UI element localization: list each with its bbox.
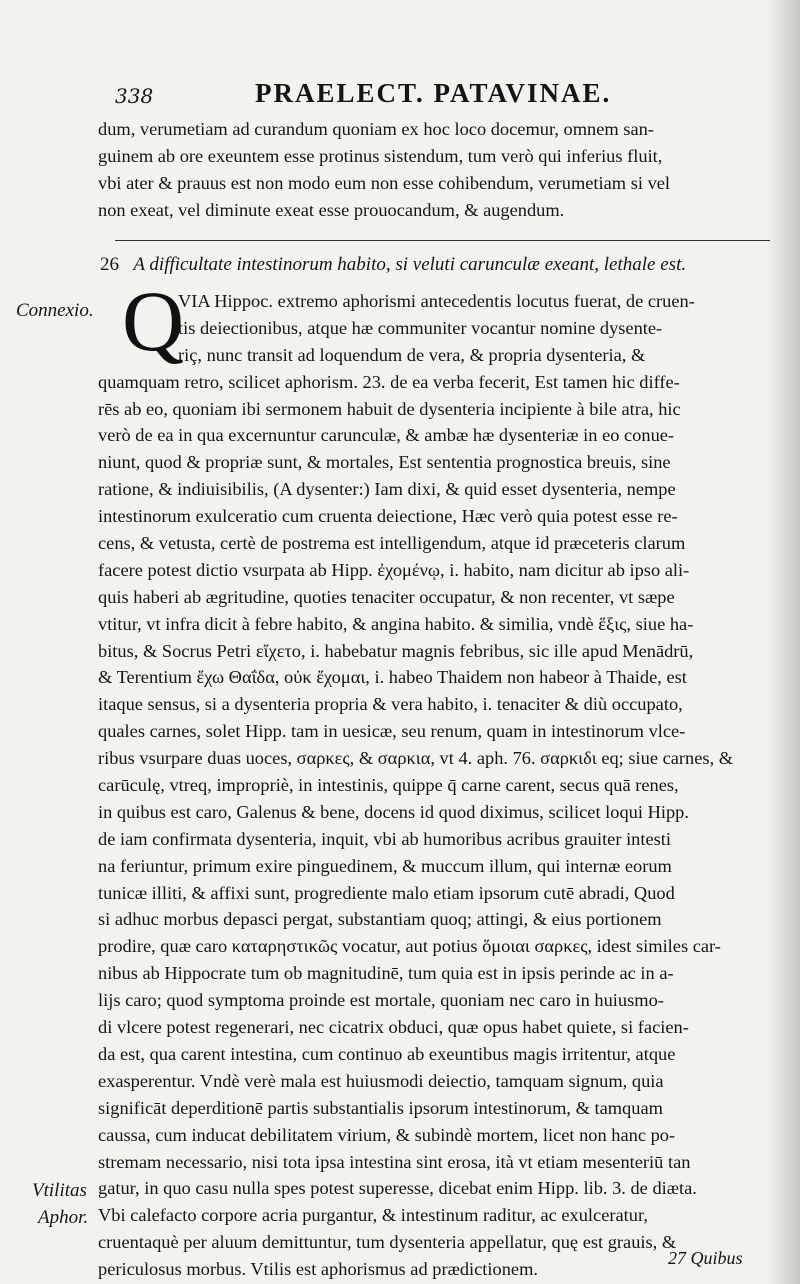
text-line: tis deiectionibus, atque hæ communiter vocantur nomine dysente- (178, 317, 663, 338)
text-line: da est, qua carent intestina, cum continuo ab exeuntibus magis irritentur, atque (98, 1043, 676, 1064)
aphorism-text: A difficultate intestinorum habito, si veluti carunculæ exeant, lethale est. (133, 254, 687, 275)
text-line: Vbi calefacto corpore acria purgantur, & intestinum raditur, ac exulceratur, (98, 1205, 648, 1226)
text-line: guinem ab ore exeuntem esse protinus sistendum, tum verò qui inferius fluit, (98, 145, 663, 166)
text-line: exasperentur. Vndè verè mala est huiusmodi deiectio, tamquam signum, quia (98, 1070, 664, 1091)
text-line: niunt, quod & propriæ sunt, & mortales, Est sententia prognostica breuis, sine (98, 452, 671, 473)
text-line: itaque sensus, si a dysenteria propria & vera habito, i. tenaciter & diù occupato, (98, 694, 683, 715)
text-line: quis haberi ab ægritudine, quoties tenaciter occupatur, & non recenter, vt sæpe (98, 586, 675, 607)
text-line: cruentaquè per aluum demittuntur, tum dysenteria appellatur, quę est grauis, & (98, 1232, 677, 1253)
page-number: 338 (115, 84, 154, 108)
text-line: quales carnes, solet Hipp. tam in uesicæ, seu renum, quam in intestinorum vlce- (98, 721, 686, 742)
text-line: vtitur, vt infra dicit à febre habito, & angina habito. & similia, vndè ἕξις, siue ha- (98, 613, 694, 634)
text-line: & Terentium ἔχω Θαΐδα, οὐκ ἔχομαι, i. habeo Thaidem non habeor à Thaide, est (98, 667, 687, 688)
text-line: non exeat, vel diminute exeat esse prouocandum, & augendum. (98, 199, 565, 220)
continued-paragraph (98, 116, 770, 224)
text-line: caussa, cum inducat debilitatem virium, & subindè mortem, licet non hanc po- (98, 1124, 676, 1145)
text-line: de iam confirmata dysenteria, inquit, vbi ab humoribus acribus grauiter intesti (98, 828, 672, 849)
text-line: tunicæ illiti, & affixi sunt, progrediente malo etiam ipsorum cutē abradi, Quod (98, 882, 675, 903)
running-head: PRAELECT. PATAVINAE. (255, 78, 612, 108)
aphorism-heading (100, 254, 770, 276)
text-line: intestinorum exulceratio cum cruenta deiectione, Hæc verò quia potest esse re- (98, 506, 678, 527)
page-header (115, 78, 775, 112)
text-line: di vlcere potest regenerari, nec cicatrix obduci, quæ opus habet quiete, si facien- (98, 1017, 689, 1038)
drop-cap: Q (122, 273, 185, 369)
text-line: in quibus est caro, Galenus & bene, docens id quod diximus, scilicet loqui Hipp. (98, 801, 689, 822)
text-line: stremam necessario, nisi tota ipsa intestina sint erosa, ità vt etiam mesenteriū tan (98, 1151, 691, 1172)
text-line: ratione, & indiuisibilis, (A dysenter:) Iam dixi, & quid esset dysenteria, nempe (98, 479, 676, 500)
text-line: bitus, & Socrus Petri εἴχετο, i. habebatur magnis febribus, sic ille apud Menādrū, (98, 640, 694, 661)
text-line: periculosus morbus. Vtilis est aphorismus ad prædictionem. (98, 1259, 538, 1280)
text-line: gatur, in quo casu nulla spes potest superesse, dicebat enim Hipp. lib. 3. de diæta. (98, 1178, 697, 1199)
text-line: verò de ea in qua excernuntur carunculæ, & ambæ hæ dysenteriæ in eo conue- (98, 425, 675, 446)
catchword: 27 Quibus (668, 1248, 743, 1268)
margin-note-connexio: Connexio. (16, 300, 94, 321)
text-line: prodire, quæ caro καταρηστικῶς vocatur, aut potius ὅμοιαι σαρκες, idest similes car- (98, 936, 721, 957)
text-line: si adhuc morbus depasci pergat, substantiam quoq; attingi, & eius portionem (98, 909, 662, 930)
section-divider (115, 240, 770, 241)
text-line: facere potest dictio vsurpata ab Hipp. ἐχομένῳ, i. habito, nam dicitur ab ipso ali- (98, 559, 690, 580)
text-line: dum, verumetiam ad curandum quoniam ex hoc loco docemur, omnem san- (98, 119, 654, 139)
text-line: carūculę, vtreq, impropriè, in intestinis, quippe q̄ carne carent, secus quā renes, (98, 775, 679, 796)
text-line: vbi ater & prauus est non modo eum non esse cohibendum, verumetiam si vel (98, 172, 671, 193)
text-line: significāt deperditionē partis substantialis ipsorum intestinorum, & tamquam (98, 1097, 663, 1118)
commentary-body (98, 273, 770, 1283)
text-line: nibus ab Hippocrate tum ob magnitudinē, tum quia est in ipsis perinde ac in a- (98, 963, 674, 984)
page-edge-shadow (766, 0, 800, 1284)
text-line: na feriuntur, primum exire pinguedinem, & muccum illum, qui internæ eorum (98, 855, 672, 876)
text-line: riç, nunc transit ad loquendum de vera, & propria dysenteria, & (178, 344, 646, 365)
margin-note-aphor: Aphor. (38, 1207, 89, 1228)
text-line: ribus vsurpare duas uoces, σαρκες, & σαρκια, vt 4. aph. 76. σαρκιδι eq; siue carnes, & (98, 748, 734, 769)
text-line: cens, & vetusta, certè de postrema est intelligendum, atque id præceteris clarum (98, 533, 686, 554)
text-line: lijs caro; quod symptoma proinde est mortale, quoniam nec caro in huiusmo- (98, 990, 664, 1011)
text-line: rēs ab eo, quoniam ibi sermonem habuit de dysenteria incipiente à bile atra, hic (98, 398, 681, 419)
text-line: quamquam retro, scilicet aphorism. 23. de ea verba fecerit, Est tamen hic diffe- (98, 371, 680, 392)
text-line: VIA Hippoc. extremo aphorismi antecedentis locutus fuerat, de cruen- (178, 291, 695, 311)
margin-note-utilitas: Vtilitas (32, 1180, 87, 1201)
aphorism-number: 26 (100, 254, 119, 275)
